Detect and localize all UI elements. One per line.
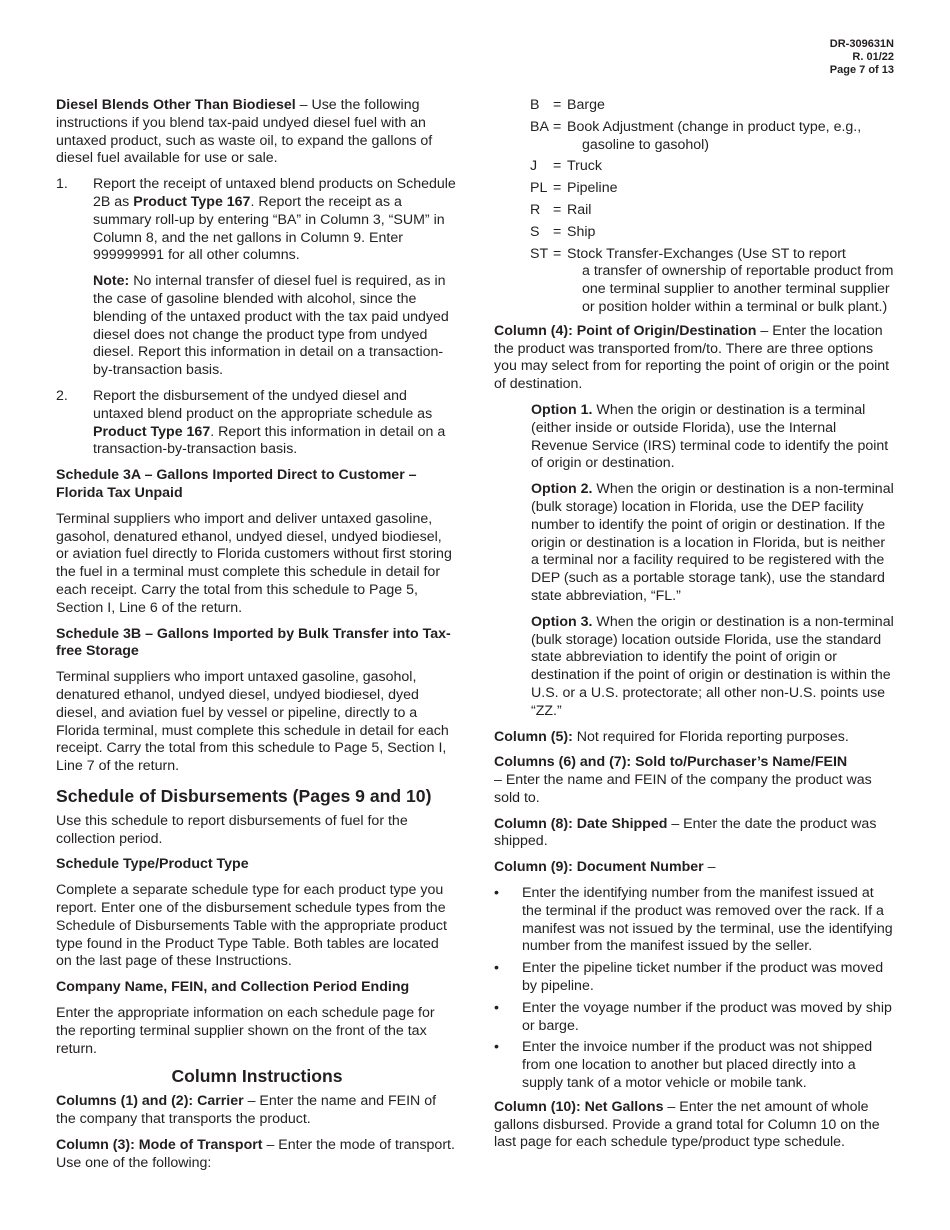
- schedule-3b-text: Terminal suppliers who import untaxed gasoline, gasohol, denatured ethanol, undyed diesel, undyed biodiesel, dyed diesel, and aviation fuel by vessel or pipeline, directly to a Florida terminal, must complete this schedule in detail for each receipt. Carry the total from this schedule to Page 5, Section I, Line 7 of the return.: [56, 669, 449, 775]
- list-item: • Enter the voyage number if the product was moved by ship or barge.: [494, 999, 892, 1034]
- diesel-blends-intro: Diesel Blends Other Than Biodiesel – Use the following instructions if you blend tax-paid undyed diesel fuel with an untaxed product, such as waste oil, to expand the gallons of diesel fuel available for use or sale.: [56, 97, 433, 167]
- option-1: Option 1. When the origin or destination is a terminal (either inside or outside Florida), use the Internal Revenue Service (IRS) terminal code to identify the point of origin or destination.: [531, 401, 889, 472]
- mode-code-row: J = Truck: [530, 158, 602, 175]
- document-number-bullets: [494, 885, 896, 1093]
- column-3: Column (3): Mode of Transport – Enter the mode of transport. Use one of the following:: [56, 1137, 455, 1171]
- column-10: Column (10): Net Gallons – Enter the net amount of whole gallons disbursed. Provide a grand total for Column 10 on the last page for each schedule type/product type schedule.: [494, 1098, 880, 1151]
- form-header: [830, 38, 894, 77]
- company-heading: Company Name, FEIN, and Collection Period Ending: [56, 979, 410, 996]
- schedule-3a-text: Terminal suppliers who import and deliver untaxed gasoline, gasohol, denatured ethanol, undyed diesel, undyed biodiesel, or aviation fuel directly to Florida customers without first storing the fuel in a terminal must complete this schedule in detail for each receipt. Carry the total from this schedule to Page 5, Section I, Line 6 of the return.: [56, 510, 452, 616]
- mode-code-row: R = Rail: [530, 201, 592, 218]
- note: Note: No internal transfer of diesel fuel is required, as in the case of gasoline blended with alcohol, since the blending of the untaxed product with the tax paid undyed diesel does not change the product type from undyed diesel. Report this information in detail on a transaction-by-transaction basis.: [93, 273, 449, 379]
- company-text: Enter the appropriate information on each schedule page for the reporting terminal supplier shown on the front of the tax return.: [56, 1005, 435, 1057]
- mode-code-row: BA = Book Adjustment (change in product type, e.g., gasoline to gasohol): [530, 118, 862, 153]
- list-item: • Enter the invoice number if the product was not shipped from one location to another but placed directly into a supply tank of a motor vehicle or mobile tank.: [494, 1039, 873, 1092]
- numbered-item-1: 1. Report the receipt of untaxed blend products on Schedule 2B as Product Type 167. Report the receipt as a summary roll-up by entering “BA” in Column 3, “SUM” in Column 8, and the net gallons in Column 9. Enter 999999991 for all other columns.: [56, 176, 456, 264]
- list-item: • Enter the pipeline ticket number if the product was moved by pipeline.: [494, 960, 884, 995]
- list-item: • Enter the identifying number from the manifest issued at the terminal if the product was removed over the rack. If a manifest was not issued by the terminal, use the identifying number from the manifest issued by the seller.: [494, 885, 893, 955]
- mode-code-row: ST = Stock Transfer-Exchanges (Use ST to report a transfer of ownership of reportable product from one terminal supplier to another terminal supplier or position holder within a terminal or bulk plant.): [530, 245, 894, 315]
- left-column: [56, 97, 458, 1181]
- option-2: Option 2. When the origin or destination is a non-terminal (bulk storage) location in Florida, use the DEP facility number to identify the point of origin or destination. If the origin or destination is a location in Florida, but is neither a terminal nor a facility required to be registered with the DEP (such as a portable storage tank), use the standard state abbreviation, “FL.”: [531, 481, 894, 604]
- right-column: [494, 97, 896, 1160]
- schedule-type-heading: Schedule Type/Product Type: [56, 856, 249, 873]
- form-number: DR-309631N: [829, 38, 894, 50]
- column-5: Column (5): Not required for Florida reporting purposes.: [494, 728, 849, 745]
- columns-1-2: Columns (1) and (2): Carrier – Enter the name and FEIN of the company that transports the product.: [56, 1093, 437, 1128]
- column-4: Column (4): Point of Origin/Destination – Enter the location the product was transported from/to. There are three options you may select from for reporting the point of origin or the point of destination.: [494, 322, 890, 393]
- disbursements-text: Use this schedule to report disbursements of fuel for the collection period.: [56, 812, 408, 847]
- transport-mode-codes: [530, 97, 896, 317]
- schedule-3a-heading: Schedule 3A – Gallons Imported Direct to Customer – Florida Tax Unpaid: [56, 467, 417, 501]
- page-number: Page 7 of 13: [829, 64, 894, 76]
- columns-6-7: Columns (6) and (7): Sold to/Purchaser’s Name/FEIN – Enter the name and FEIN of the company the product was sold to.: [494, 754, 872, 806]
- mode-code-row: PL = Pipeline: [530, 180, 618, 197]
- column-instructions-heading: Column Instructions: [171, 1066, 343, 1087]
- form-revision: R. 01/22: [852, 51, 894, 63]
- numbered-item-2: 2. Report the disbursement of the undyed diesel and untaxed blend product on the appropriate schedule as Product Type 167. Report this information in detail on a transaction-by-transaction basis.: [56, 387, 446, 458]
- option-3: Option 3. When the origin or destination is a non-terminal (bulk storage) location outside Florida, use the standard state abbreviation to identify the point of origin or destination if the point of origin or destination is within the U.S. or a U.S. protectorate; all other non-U.S. points use “ZZ.”: [531, 613, 894, 719]
- disbursements-heading: Schedule of Disbursements (Pages 9 and 10): [56, 785, 432, 806]
- schedule-3b-heading: Schedule 3B – Gallons Imported by Bulk Transfer into Tax-free Storage: [56, 625, 451, 660]
- mode-code-row: S = Ship: [530, 223, 596, 240]
- schedule-type-text: Complete a separate schedule type for each product type you report. Enter one of the disbursement schedule types from the Schedule of Disbursements Table with the appropriate product type found in the Product Type Table. Both tables are located on the last page of these Instructions.: [56, 882, 447, 970]
- mode-code-row: B = Barge: [530, 97, 605, 113]
- column-8: Column (8): Date Shipped – Enter the date the product was shipped.: [494, 815, 877, 850]
- column-9: Column (9): Document Number –: [494, 859, 716, 876]
